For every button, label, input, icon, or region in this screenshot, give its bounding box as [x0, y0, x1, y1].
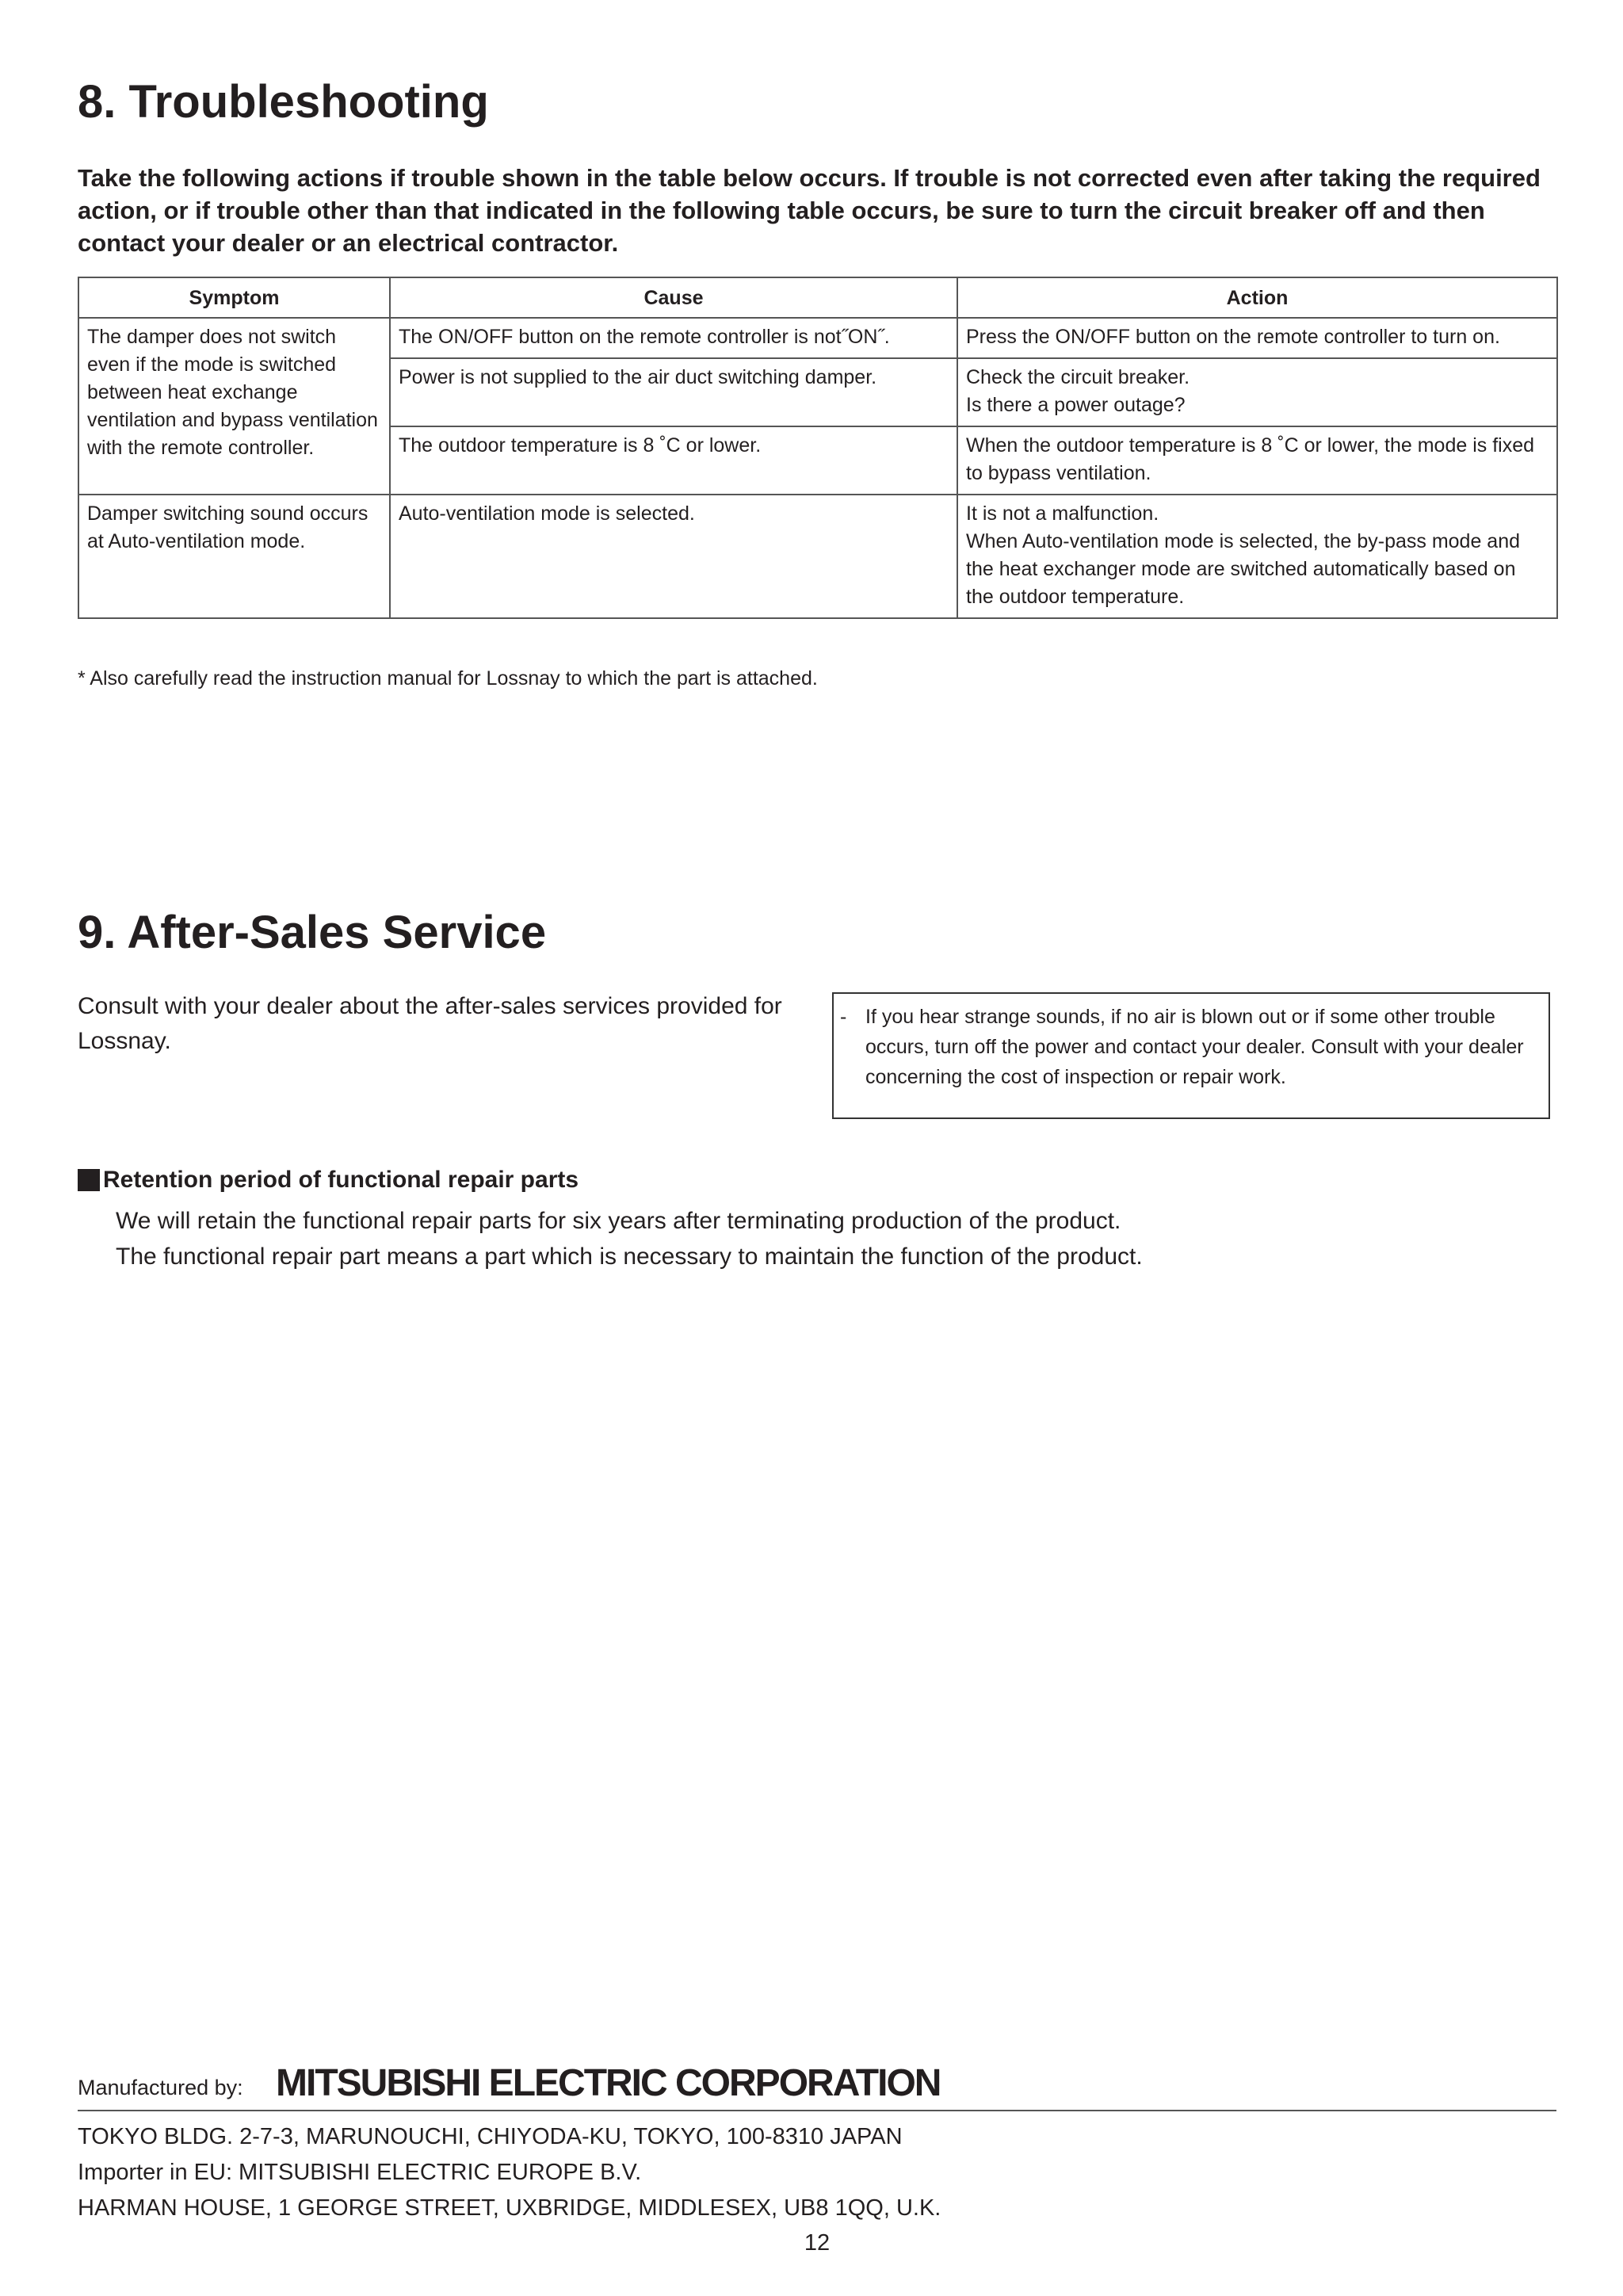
cause-cell: The ON/OFF button on the remote controller is not˝ON˝. [390, 318, 957, 358]
service-note-text: If you hear strange sounds, if no air is blown out or if some other trouble occurs, turn off the power and contact your dealer. Consult with your dealer concerning the cost of inspection or repair work. [865, 1006, 1524, 1088]
troubleshooting-table [78, 277, 1558, 619]
table-footnote: * Also carefully read the instruction manual for Lossnay to which the part is attached. [78, 667, 818, 690]
importer-line: Importer in EU: MITSUBISHI ELECTRIC EUROPE B.V. [78, 2160, 642, 2185]
table-row [78, 495, 1557, 618]
symptom-cell: The damper does not switch even if the mode is switched between heat exchange ventilation and bypass ventilation with the remote controller. [78, 318, 390, 495]
header-action: Action [957, 277, 1557, 318]
address-line: TOKYO BLDG. 2-7-3, MARUNOUCHI, CHIYODA-KU, TOKYO, 100-8310 JAPAN [78, 2124, 903, 2149]
action-cell: Check the circuit breaker. Is there a power outage? [957, 358, 1557, 426]
cause-cell: Power is not supplied to the air duct switching damper. [390, 358, 957, 426]
cause-cell: The outdoor temperature is 8 ˚C or lower. [390, 426, 957, 495]
retention-body [116, 1203, 1143, 1274]
troubleshooting-intro: Take the following actions if trouble shown in the table below occurs. If trouble is not corrected even after taking the required action, or if trouble other than that indicated in the following table occurs, be sure to turn the circuit breaker off and then contact your dealer or an electrical contractor. [78, 164, 1541, 257]
manufactured-by-label: Manufactured by: [78, 2076, 243, 2099]
note-dash: - [840, 1006, 847, 1028]
header-cause: Cause [390, 277, 957, 318]
square-bullet-icon [78, 1169, 100, 1191]
symptom-cell: Damper switching sound occurs at Auto-ventilation mode. [78, 495, 390, 618]
retention-line: We will retain the functional repair parts for six years after terminating production of the product. [116, 1208, 1121, 1234]
header-symptom: Symptom [78, 277, 390, 318]
corporation-logo-text: MITSUBISHI ELECTRIC CORPORATION [276, 2062, 941, 2104]
section-title-after-sales: 9. After-Sales Service [78, 907, 547, 958]
service-note-box [832, 992, 1550, 1119]
section-title-troubleshooting: 8. Troubleshooting [78, 76, 489, 128]
retention-heading-text: Retention period of functional repair parts [103, 1167, 579, 1193]
action-cell: It is not a malfunction. When Auto-ventilation mode is selected, the by-pass mode and the heat exchanger mode are switched automatically based on the outdoor temperature. [957, 495, 1557, 618]
retention-line: The functional repair part means a part which is necessary to maintain the function of the product. [116, 1244, 1143, 1270]
page-number: 12 [804, 2230, 831, 2256]
cause-cell: Auto-ventilation mode is selected. [390, 495, 957, 618]
table-row [78, 318, 1557, 358]
action-cell: When the outdoor temperature is 8 ˚C or lower, the mode is fixed to bypass ventilation. [957, 426, 1557, 495]
action-cell: Press the ON/OFF button on the remote controller to turn on. [957, 318, 1557, 358]
table-header-row [78, 277, 1557, 318]
address-line: HARMAN HOUSE, 1 GEORGE STREET, UXBRIDGE, MIDDLESEX, UB8 1QQ, U.K. [78, 2195, 941, 2221]
manufacturer-line [78, 2059, 1556, 2111]
consult-dealer-text: Consult with your dealer about the after-sales services provided for Lossnay. [78, 993, 782, 1054]
retention-heading [78, 1167, 579, 1194]
